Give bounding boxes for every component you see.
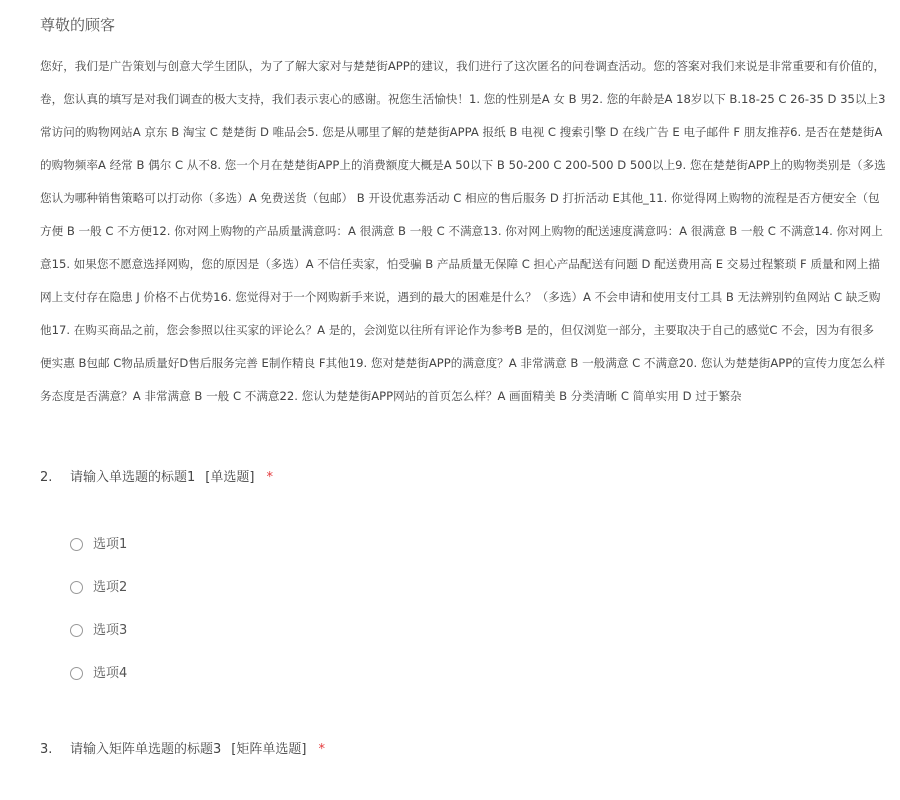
question-type: [单选题] — [205, 470, 255, 485]
radio-button[interactable] — [70, 667, 83, 680]
intro-line: 您好，我们是广告策划与创意大学生团队，为了了解大家对与楚楚街APP的建议，我们进行了这次匿名的问卷调查活动。您的答案对我们来说是非常重要和有价值的， — [40, 59, 886, 73]
radio-button[interactable] — [70, 624, 83, 637]
option-label: 选项3 — [93, 623, 128, 638]
option-3[interactable] — [70, 621, 127, 664]
intro-line: 常访问的购物网站A 京东 B 淘宝 C 楚楚街 D 唯品会5. 您是从哪里了解的楚楚街APPA 报纸 B 电视 C 搜索引擎 D 在线广告 E 电子邮件 F 朋友推荐6. 是否在楚楚街A — [40, 125, 883, 139]
option-4[interactable] — [70, 664, 127, 707]
intro-line: 您认为哪种销售策略可以打动你（多选）A 免费送货（包邮） B 开设优惠劵活动 C 相应的售后服务 D 打折活动 E其他_11. 你觉得网上购物的流程是否方便安全（包 — [40, 191, 880, 205]
intro-line: 意15. 如果您不愿意选择网购，您的原因是（多选）A 不信任卖家，怕受骗 B 产品质量无保障 C 担心产品配送有问题 D 配送费用高 E 交易过程繁琐 F 质量和网上描 — [40, 257, 880, 271]
question-number: 2. — [40, 470, 53, 485]
question-number: 3. — [40, 742, 53, 757]
intro-line: 的购物频率A 经常 B 偶尔 C 从不8. 您一个月在楚楚街APP上的消费额度大概是A 50以下 B 50-200 C 200-500 D 500以上9. 您在楚楚街APP上的购物类别是（多选 — [40, 158, 886, 172]
question-title: 请输入矩阵单选题的标题3 — [70, 742, 222, 757]
question-title: 请输入单选题的标题1 — [70, 470, 196, 485]
intro-line: 网上支付存在隐患 J 价格不占优势16. 您觉得对于一个网购新手来说，遇到的最大的困难是什么？（多选）A 不会申请和使用支付工具 B 无法辨别钓鱼网站 C 缺乏购 — [40, 290, 881, 304]
radio-button[interactable] — [70, 581, 83, 594]
question-2-options — [70, 535, 127, 707]
option-label: 选项2 — [93, 580, 128, 595]
question-type: [矩阵单选题] — [231, 742, 307, 757]
survey-greeting: 尊敬的顾客 — [40, 16, 116, 34]
option-2[interactable] — [70, 578, 127, 621]
option-label: 选项4 — [93, 666, 128, 681]
option-label: 选项1 — [93, 537, 128, 552]
survey-intro — [40, 54, 900, 417]
question-3-header — [40, 738, 325, 757]
intro-line: 他17. 在购买商品之前，您会参照以往买家的评论么？A 是的，会浏览以往所有评论作为参考B 是的，但仅浏览一部分，主要取决于自己的感觉C 不会，因为有很多 — [40, 323, 874, 337]
radio-button[interactable] — [70, 538, 83, 551]
intro-line: 方便 B 一般 C 不方便12. 你对网上购物的产品质量满意吗：A 很满意 B 一般 C 不满意13. 你对网上购物的配送速度满意吗：A 很满意 B 一般 C 不满意14. 你对网上 — [40, 224, 883, 238]
intro-line: 便实惠 B包邮 C物品质量好D售后服务完善 E制作精良 F其他19. 您对楚楚街APP的满意度？A 非常满意 B 一般满意 C 不满意20. 您认为楚楚街APP的宣传力度怎么样 — [40, 356, 886, 370]
survey-page — [40, 0, 900, 800]
required-mark: * — [266, 470, 273, 485]
intro-line: 务态度是否满意？A 非常满意 B 一般 C 不满意22. 您认为楚楚街APP网站的首页怎么样？A 画面精美 B 分类清晰 C 简单实用 D 过于繁杂 — [40, 389, 742, 403]
question-2-header — [40, 466, 273, 485]
intro-line: 卷，您认真的填写是对我们调查的极大支持，我们表示衷心的感谢。祝您生活愉快！1. 您的性别是A 女 B 男2. 您的年龄是A 18岁以下 B.18-25 C 26-35 D 35以上3 — [40, 92, 886, 106]
option-1[interactable] — [70, 535, 127, 578]
required-mark: * — [318, 742, 325, 757]
